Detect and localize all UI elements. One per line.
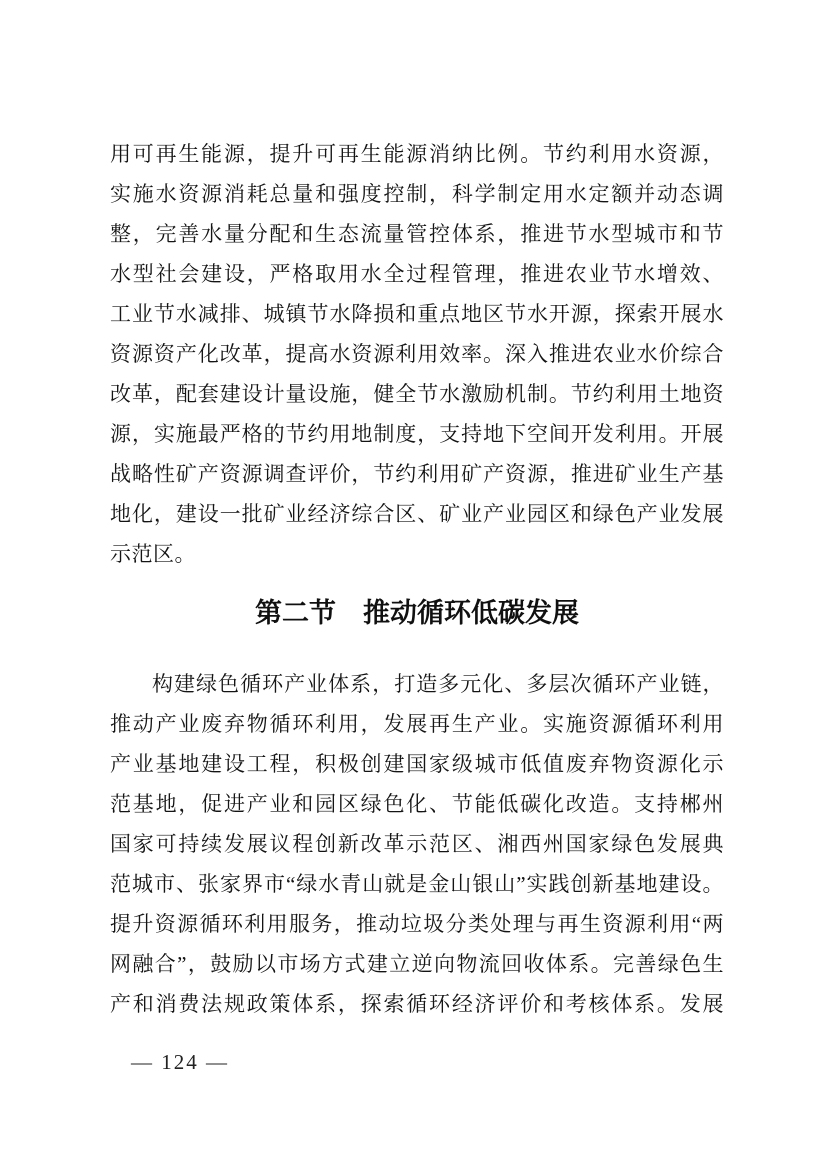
page-number: — 124 — (131, 1050, 229, 1074)
text-line: 工业节水减排、城镇节水降损和重点地区节水开源，探索开展水 (110, 302, 724, 326)
text-line: 地化，建设一批矿业经济综合区、矿业产业园区和绿色产业发展 (110, 502, 724, 526)
text-line: 产业基地建设工程，积极创建国家级城市低值废弃物资源化示 (110, 752, 724, 776)
section-heading: 第二节 推动循环低碳发展 (255, 598, 579, 628)
text-line: 范城市、张家界市“绿水青山就是金山银山”实践创新基地建设。 (110, 872, 724, 896)
text-line: 国家可持续发展议程创新改革示范区、湘西州国家绿色发展典 (110, 832, 724, 856)
text-line: 资源资产化改革，提高水资源利用效率。深入推进农业水价综合 (110, 342, 724, 366)
text-line: 推动产业废弃物循环利用，发展再生产业。实施资源循环利用 (110, 712, 724, 736)
text-line: 实施水资源消耗总量和强度控制，科学制定用水定额并动态调 (110, 182, 724, 206)
text-line: 用可再生能源，提升可再生能源消纳比例。节约利用水资源， (110, 142, 724, 166)
text-line: 改革，配套建设计量设施，健全节水激励机制。节约利用土地资 (110, 382, 724, 406)
text-line: 战略性矿产资源调查评价，节约利用矿产资源，推进矿业生产基 (110, 462, 724, 486)
paragraph-body (110, 664, 724, 1024)
paragraph-continuation (110, 134, 724, 574)
text-line: 源，实施最严格的节约用地制度，支持地下空间开发利用。开展 (110, 422, 724, 446)
text-line: 范基地，促进产业和园区绿色化、节能低碳化改造。支持郴州 (110, 792, 724, 816)
text-line: 产和消费法规政策体系，探索循环经济评价和考核体系。发展 (110, 992, 724, 1016)
text-line: 示范区。 (110, 542, 196, 566)
text-line: 网融合”，鼓励以市场方式建立逆向物流回收体系。完善绿色生 (110, 952, 724, 976)
text-line: 水型社会建设，严格取用水全过程管理，推进农业节水增效、 (110, 262, 724, 286)
text-line: 提升资源循环利用服务，推动垃圾分类处理与再生资源利用“两 (110, 912, 724, 936)
text-line: 整，完善水量分配和生态流量管控体系，推进节水型城市和节 (110, 222, 724, 246)
text-line: 构建绿色循环产业体系，打造多元化、多层次循环产业链， (152, 672, 724, 696)
